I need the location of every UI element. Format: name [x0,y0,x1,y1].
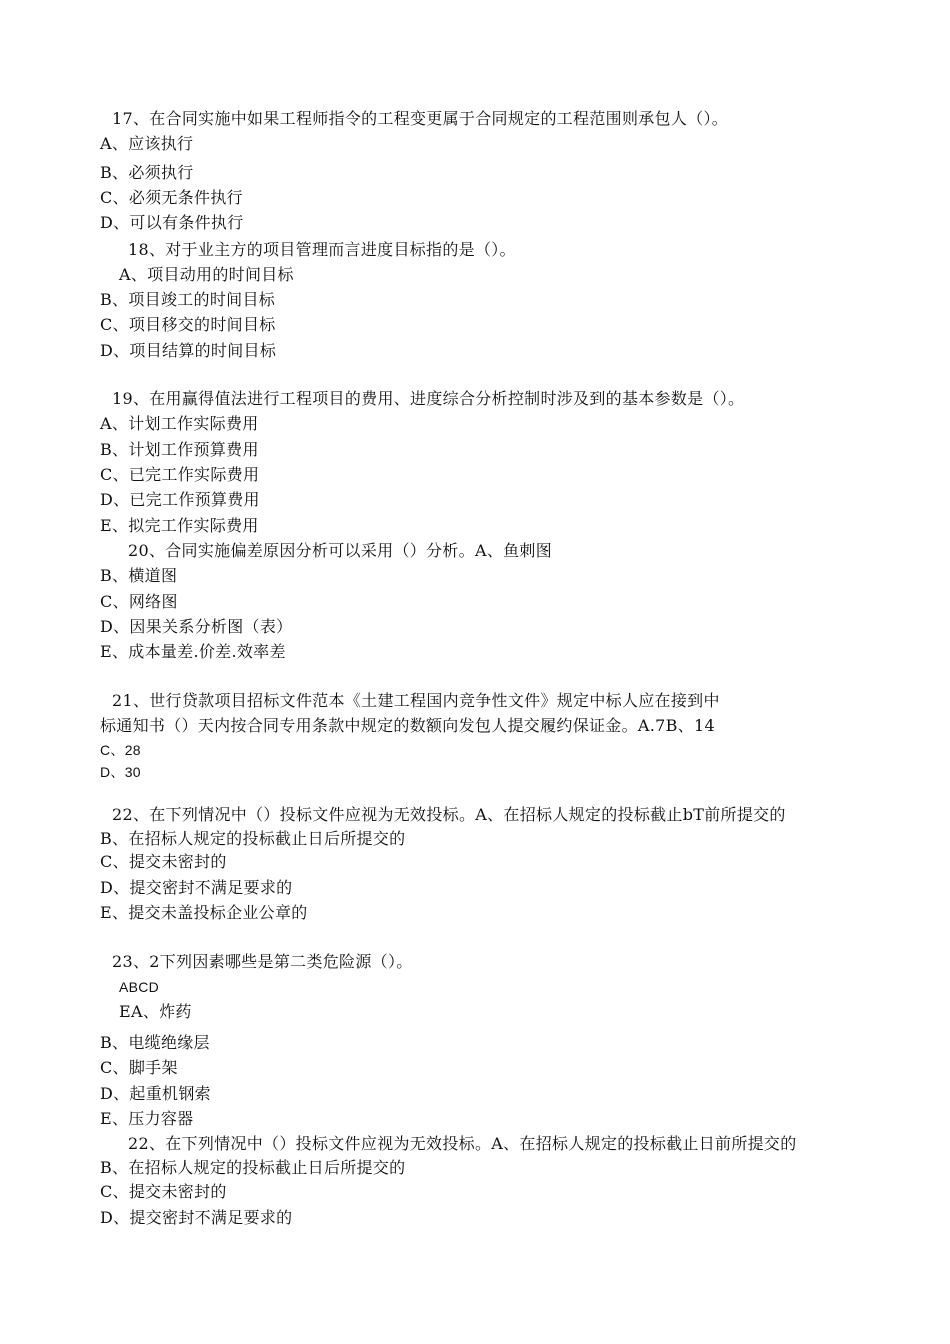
q23-option-e: E、压力容器 [100,1109,194,1128]
q22-repeat-option-c: C、提交未密封的 [100,1182,227,1201]
question-19-stem: 19、在用赢得值法进行工程项目的费用、进度综合分析控制时涉及到的基本参数是（）。 [112,389,745,408]
q19-option-b: B、计划工作预算费用 [100,440,259,459]
q21-option-d: D、30 [100,764,141,780]
q22-repeat-option-d: D、提交密封不满足要求的 [100,1208,293,1227]
q18-option-b: B、项目竣工的时间目标 [100,290,276,309]
q17-option-d: D、可以有条件执行 [100,213,244,232]
question-20-stem: 20、合同实施偏差原因分析可以采用（）分析。A、鱼刺图 [128,541,553,560]
q21-option-c: C、28 [100,742,141,758]
q22-option-c: C、提交未密封的 [100,852,227,871]
q17-option-c: C、必须无条件执行 [100,188,243,207]
q17-option-a: A、应该执行 [100,134,194,153]
q20-option-c: C、网络图 [100,592,178,611]
q23-option-d: D、起重机钢索 [100,1084,211,1103]
question-21-stem-line1: 21、世行贷款项目招标文件范本《土建工程国内竞争性文件》规定中标人应在接到中 [112,691,720,710]
q18-option-a: A、项目动用的时间目标 [119,265,294,284]
question-17-stem: 17、在合同实施中如果工程师指令的工程变更属于合同规定的工程范围则承包人（）。 [112,109,729,128]
q20-option-b: B、横道图 [100,566,178,585]
q23-answer-letters: ABCD [119,979,160,995]
question-21-stem-line2: 标通知书（）天内按合同专用条款中规定的数额向发包人提交履约保证金。A.7B、14 [100,716,715,735]
q18-option-c: C、项目移交的时间目标 [100,315,276,334]
q22-option-b: B、在招标人规定的投标截止日后所提交的 [100,829,406,848]
q23-option-c: C、脚手架 [100,1058,178,1077]
q22-option-e: E、提交未盖投标企业公章的 [100,903,308,922]
question-18-stem: 18、对于业主方的项目管理而言进度目标指的是（）。 [128,240,516,259]
question-23-stem: 23、2下列因素哪些是第二类危险源（）。 [112,952,413,971]
question-22-stem: 22、在下列情况中（）投标文件应视为无效投标。A、在招标人规定的投标截止bT前所提交的 [112,805,786,824]
q19-option-e: E、拟完工作实际费用 [100,516,259,535]
q20-option-d: D、因果关系分析图（表） [100,617,293,636]
q19-option-a: A、计划工作实际费用 [100,414,259,433]
q17-option-b: B、必须执行 [100,163,194,182]
question-22-repeat-stem: 22、在下列情况中（）投标文件应视为无效投标。A、在招标人规定的投标截止日前所提交的 [128,1134,797,1153]
q22-repeat-option-b: B、在招标人规定的投标截止日后所提交的 [100,1158,406,1177]
q23-option-b: B、电缆绝缘层 [100,1033,210,1052]
q23-option-a: EA、炸药 [119,1002,192,1021]
q20-option-e: E、成本量差.价差.效率差 [100,642,286,661]
q18-option-d: D、项目结算的时间目标 [100,341,277,360]
q19-option-c: C、已完工作实际费用 [100,465,260,484]
q22-option-d: D、提交密封不满足要求的 [100,878,293,897]
q19-option-d: D、已完工作预算费用 [100,490,260,509]
